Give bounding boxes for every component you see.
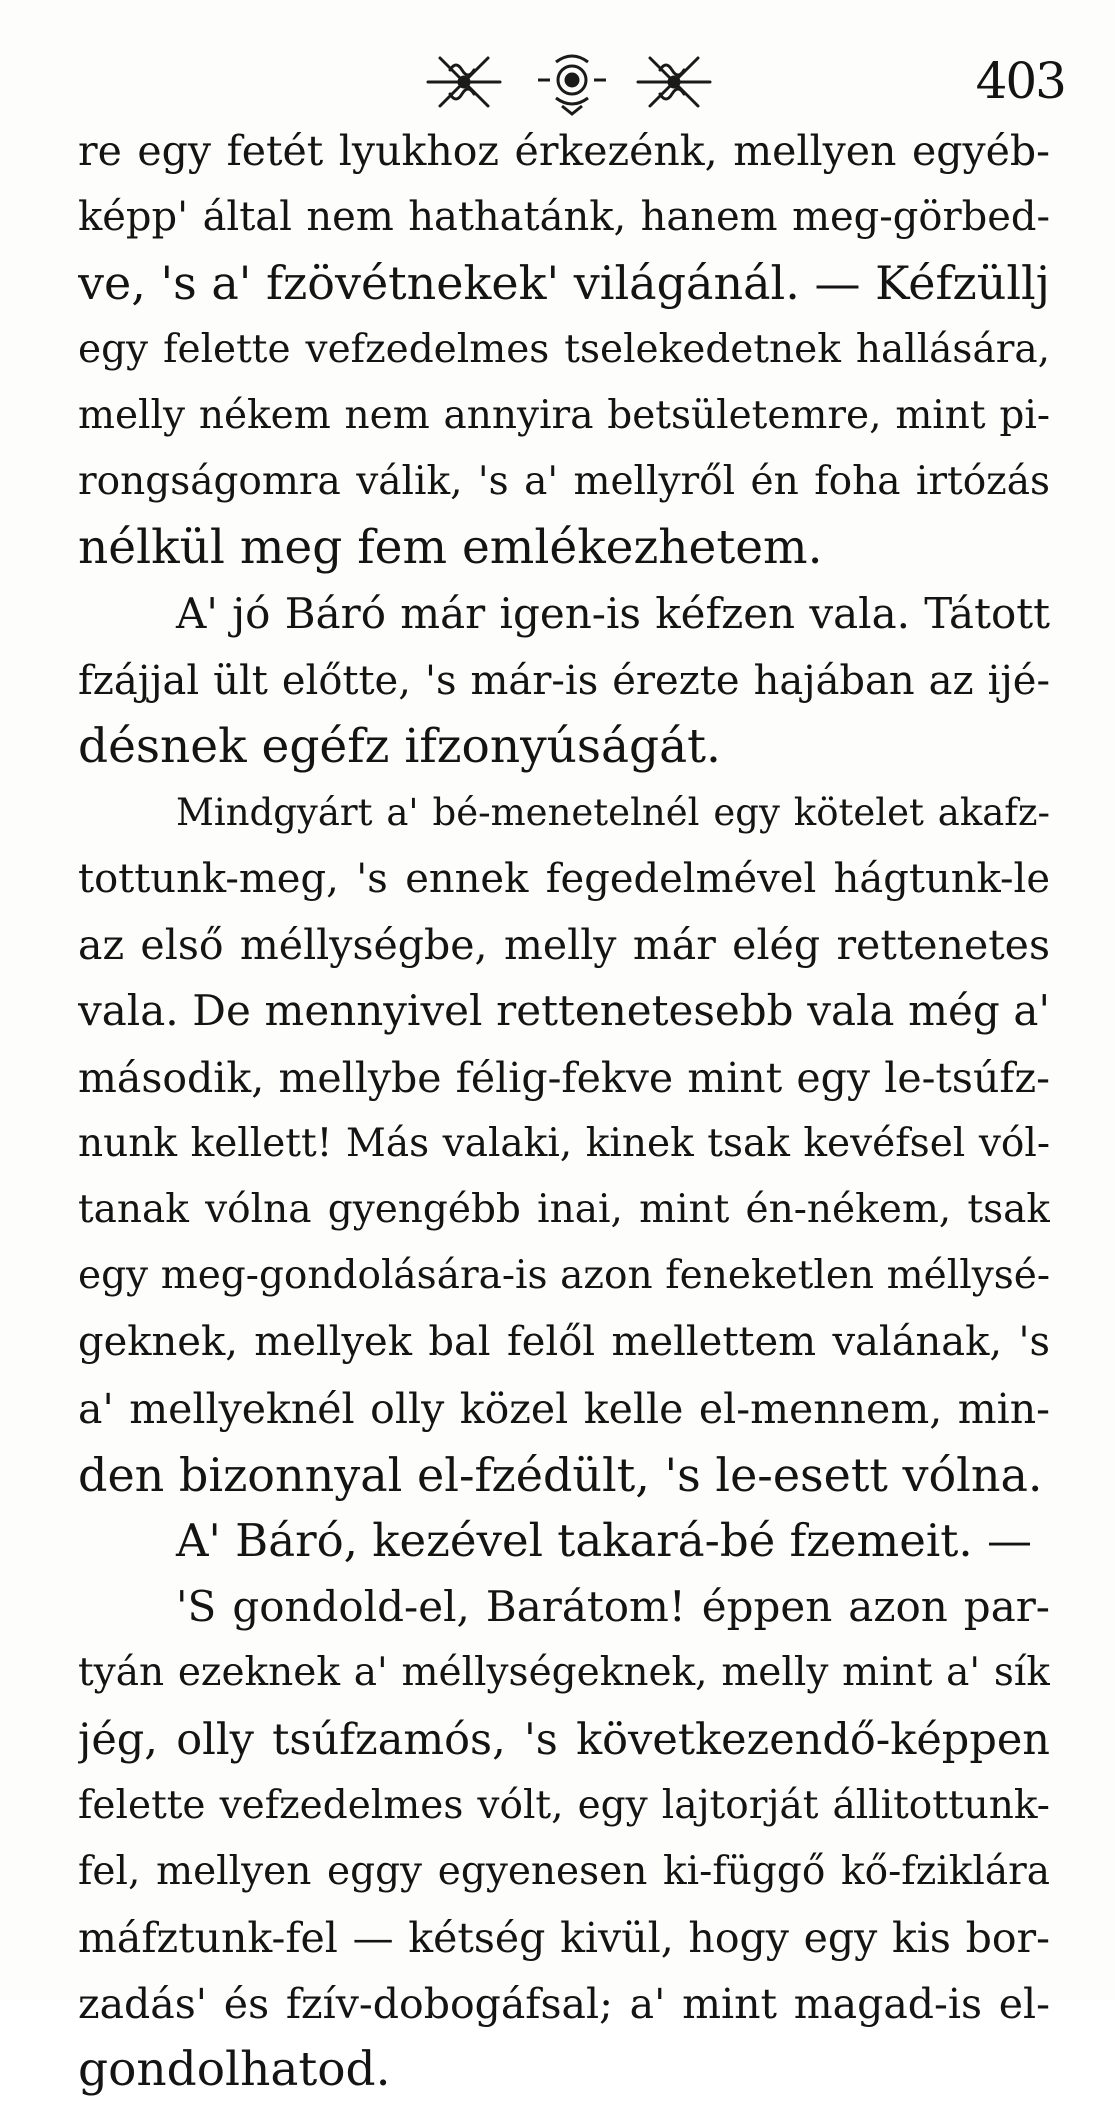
text-line: gondolhatod. — [78, 2042, 391, 2098]
text-line: 'S gondold-el, Barátom! éppen azon par- — [176, 1582, 1050, 1632]
text-line: fzájjal ült előtte, 's már-is érezte hajában az ijé- — [78, 657, 1050, 704]
text-line: rongságomra válik, 's a' mellyről én foha irtózás — [78, 458, 1050, 504]
text-line: az első méllységbe, melly már elég rettenetes — [78, 921, 1050, 970]
head-ornament — [420, 48, 740, 118]
text-line: nunk kellett! Más valaki, kinek tsak kevéfsel vól- — [78, 1120, 1050, 1166]
text-line: vala. De mennyivel rettenetesebb vala még a' — [78, 986, 1050, 1036]
text-line: melly nékem nem annyira betsületemre, mint pi- — [78, 392, 1050, 438]
text-line: képp' által nem hathatánk, hanem meg-görbed- — [78, 194, 1050, 241]
text-line: nélkül meg fem emlékezhetem. — [78, 520, 823, 576]
text-line: tyán ezeknek a' méllységeknek, melly mint a' sík — [78, 1650, 1050, 1696]
text-line: fel, mellyen eggy egyenesen ki-függő kő-fziklára — [78, 1848, 1050, 1894]
text-line: zadás' és fzív-dobogáfsal; a' mint magad-is el- — [78, 1980, 1050, 2029]
text-line: geknek, mellyek bal felől mellettem valának, 's — [78, 1319, 1050, 1366]
text-line: második, mellybe félig-fekve mint egy le-tsúfz- — [78, 1053, 1050, 1102]
text-line: egy meg-gondolására-is azon feneketlen méllysé- — [78, 1253, 1050, 1299]
text-line: felette vefzedelmes vólt, egy lajtorját állitottunk- — [78, 1782, 1050, 1828]
text-line: Mindgyárt a' bé-menetelnél egy kötelet akafz- — [176, 790, 1050, 834]
page-number: 403 — [975, 52, 1065, 110]
text-line: désnek egéfz ifzonyúságát. — [78, 718, 721, 774]
text-line: máfztunk-fel — kétség kivül, hogy egy kis bor- — [78, 1914, 1050, 1963]
text-line: A' jó Báró már igen-is kéfzen vala. Tátott — [176, 589, 1050, 639]
body-text — [78, 118, 1050, 2104]
text-line: jég, olly tsúfzamós, 's következendő-képpen — [78, 1714, 1050, 1765]
text-line: den bizonnyal el-fzédült, 's le-esett vólna. — [78, 1447, 1043, 1502]
text-line: re egy fetét lyukhoz érkezénk, mellyen egyéb- — [78, 127, 1050, 175]
text-line: tanak vólna gyengébb inai, mint én-nékem, tsak — [78, 1187, 1050, 1232]
text-line: a' mellyeknél olly közel kelle el-mennem, min- — [78, 1384, 1050, 1433]
text-line: A' Báró, kezével takará-bé fzemeit. — — [176, 1513, 1032, 1567]
text-line: ve, 's a' fzövétnekek' világánál. — Kéfzüllj — [78, 256, 1050, 311]
ornament-icon — [420, 48, 740, 118]
text-line: tottunk-meg, 's ennek fegedelmével hágtunk-le — [78, 856, 1050, 903]
text-line: egy felette vefzedelmes tselekedetnek hallására, — [78, 326, 1050, 372]
